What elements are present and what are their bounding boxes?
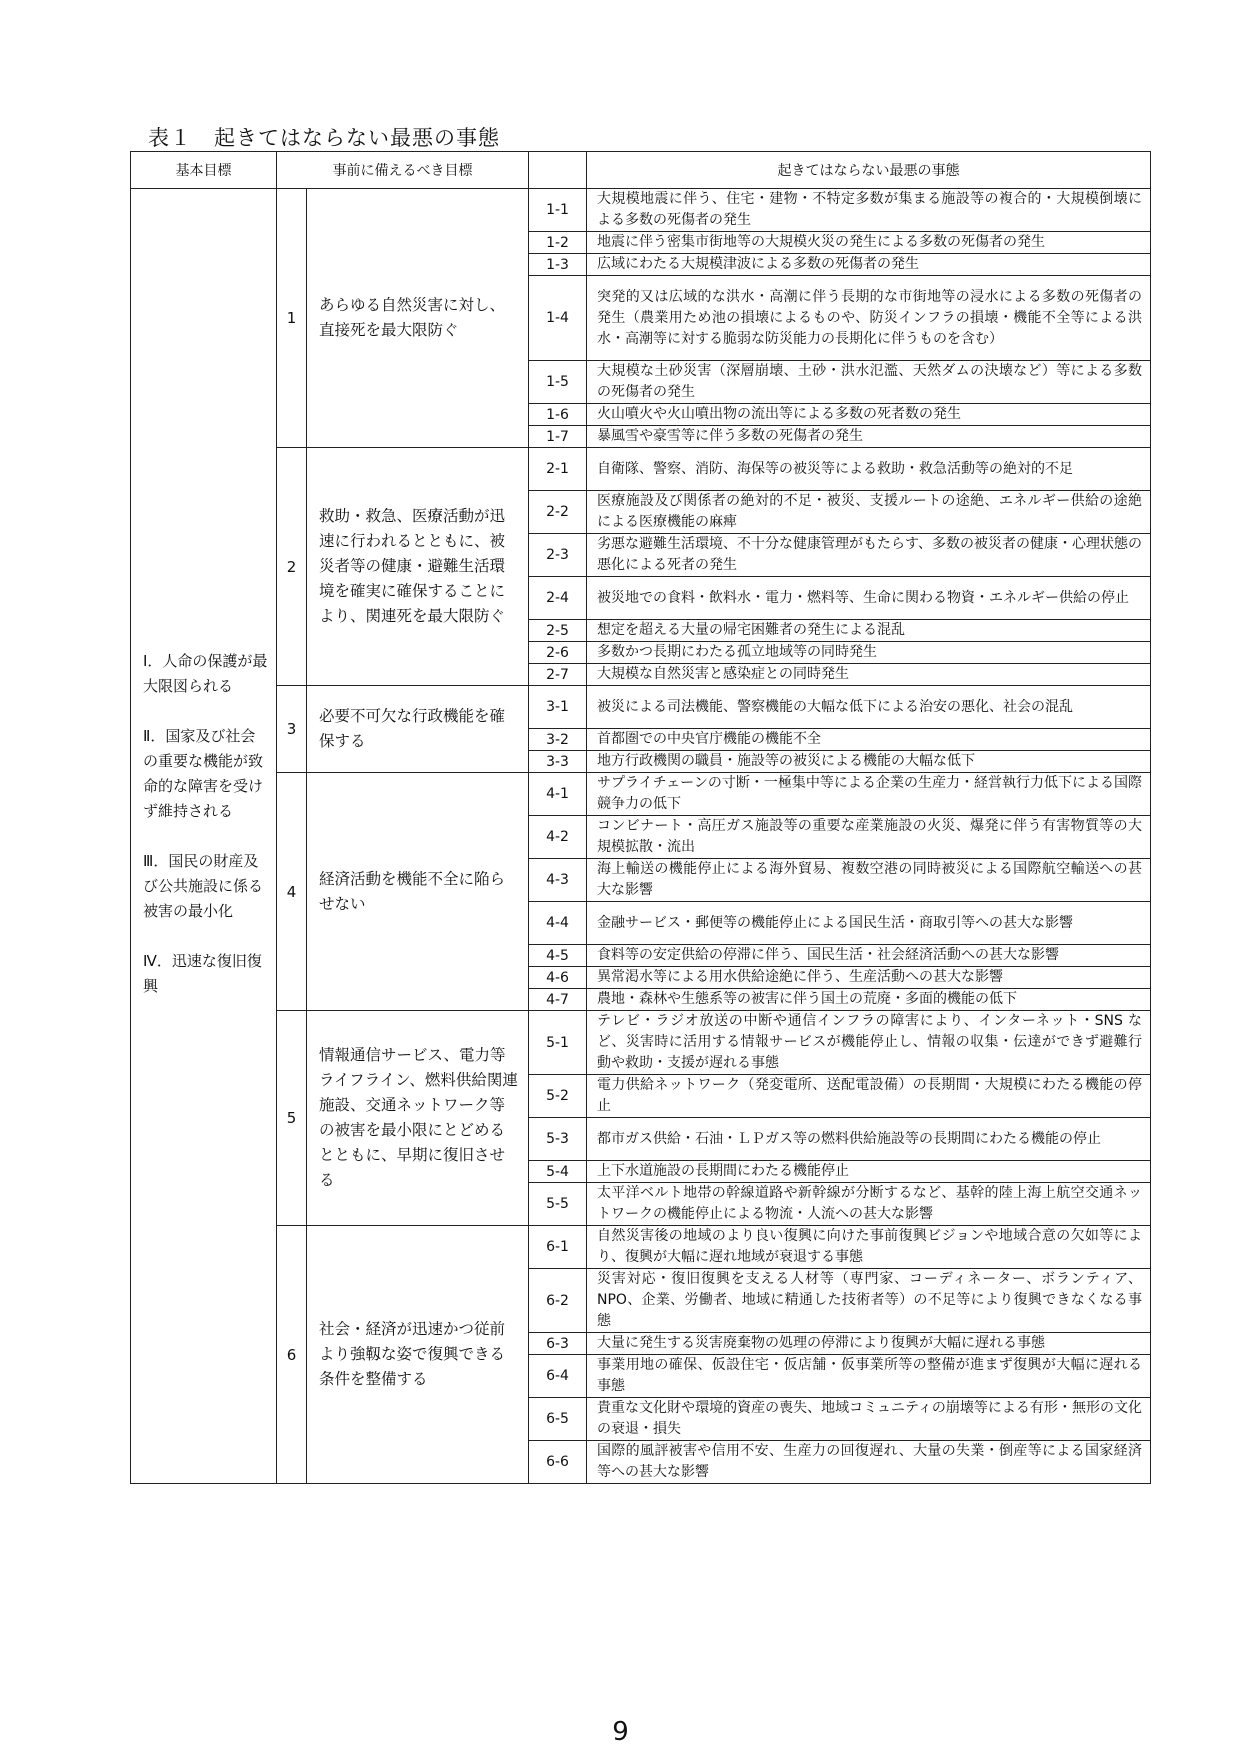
basic-goals-cell xyxy=(131,189,277,1484)
event-code: 3-2 xyxy=(529,729,587,751)
table-row xyxy=(131,448,1151,491)
event-code: 2-4 xyxy=(529,577,587,620)
event-description: 大規模な土砂災害（深層崩壊、土砂・洪水氾濫、天然ダムの決壊など）等による多数の死傷者の発生 xyxy=(587,361,1151,404)
event-description: 食料等の安定供給の停滞に伴う、国民生活・社会経済活動への甚大な影響 xyxy=(587,945,1151,967)
header-basic-goal: 基本目標 xyxy=(131,152,277,189)
header-code xyxy=(529,152,587,189)
event-code: 2-2 xyxy=(529,491,587,534)
event-description: 大量に発生する災害廃棄物の処理の停滞により復興が大幅に遅れる事態 xyxy=(587,1333,1151,1355)
table-row xyxy=(131,686,1151,729)
event-code: 3-1 xyxy=(529,686,587,729)
event-description: 貴重な文化財や環境的資産の喪失、地域コミュニティの崩壊等による有形・無形の文化の衰退・損失 xyxy=(587,1398,1151,1441)
event-code: 2-3 xyxy=(529,534,587,577)
event-description: サプライチェーンの寸断・一極集中等による企業の生産力・経営執行力低下による国際競争力の低下 xyxy=(587,773,1151,816)
event-code: 5-3 xyxy=(529,1118,587,1161)
event-code: 2-6 xyxy=(529,642,587,664)
event-description: 太平洋ベルト地帯の幹線道路や新幹線が分断するなど、基幹的陸上海上航空交通ネットワークの機能停止による物流・人流への甚大な影響 xyxy=(587,1183,1151,1226)
event-description: 被災地での食料・飲料水・電力・燃料等、生命に関わる物資・エネルギー供給の停止 xyxy=(587,577,1151,620)
event-description: 上下水道施設の長期間にわたる機能停止 xyxy=(587,1161,1151,1183)
page-number: 9 xyxy=(612,1717,629,1747)
event-code: 6-2 xyxy=(529,1269,587,1333)
event-description: 被災による司法機能、警察機能の大幅な低下による治安の悪化、社会の混乱 xyxy=(587,686,1151,729)
event-description: コンビナート・高圧ガス施設等の重要な産業施設の火災、爆発に伴う有害物質等の大規模拡散・流出 xyxy=(587,816,1151,859)
event-code: 4-4 xyxy=(529,902,587,945)
goal-text: あらゆる自然災害に対し、直接死を最大限防ぐ xyxy=(307,189,529,448)
basic-goal-item: Ⅲ．国民の財産及び公共施設に係る被害の最小化 xyxy=(143,851,264,920)
table-body xyxy=(131,189,1151,1484)
event-description: 事業用地の確保、仮設住宅・仮店舗・仮事業所等の整備が進まず復興が大幅に遅れる事態 xyxy=(587,1355,1151,1398)
event-code: 3-3 xyxy=(529,751,587,773)
event-code: 4-3 xyxy=(529,859,587,902)
table-row xyxy=(131,1011,1151,1075)
event-code: 4-7 xyxy=(529,989,587,1011)
table-row xyxy=(131,189,1151,232)
event-code: 4-5 xyxy=(529,945,587,967)
event-description: 劣悪な避難生活環境、不十分な健康管理がもたらす、多数の被災者の健康・心理状態の悪化による死者の発生 xyxy=(587,534,1151,577)
event-description: 火山噴火や火山噴出物の流出等による多数の死者数の発生 xyxy=(587,404,1151,426)
event-code: 5-1 xyxy=(529,1011,587,1075)
basic-goal-item: Ⅱ．国家及び社会の重要な機能が致命的な障害を受けず維持される xyxy=(143,726,264,820)
event-description: 農地・森林や生態系等の被害に伴う国土の荒廃・多面的機能の低下 xyxy=(587,989,1151,1011)
event-code: 1-2 xyxy=(529,232,587,254)
basic-goal-item: Ⅰ．人命の保護が最大限図られる xyxy=(143,651,268,695)
event-code: 1-3 xyxy=(529,254,587,276)
event-description: 地震に伴う密集市街地等の大規模火災の発生による多数の死傷者の発生 xyxy=(587,232,1151,254)
goal-text: 経済活動を機能不全に陥らせない xyxy=(307,773,529,1011)
goal-number: 3 xyxy=(277,686,307,773)
event-description: 大規模地震に伴う、住宅・建物・不特定多数が集まる施設等の複合的・大規模倒壊による多数の死傷者の発生 xyxy=(587,189,1151,232)
event-description: 海上輸送の機能停止による海外貿易、複数空港の同時被災による国際航空輸送への甚大な影響 xyxy=(587,859,1151,902)
goal-number: 2 xyxy=(277,448,307,686)
event-description: 広域にわたる大規模津波による多数の死傷者の発生 xyxy=(587,254,1151,276)
event-code: 1-5 xyxy=(529,361,587,404)
event-code: 1-1 xyxy=(529,189,587,232)
event-code: 4-2 xyxy=(529,816,587,859)
basic-goal-item: Ⅳ．迅速な復旧復興 xyxy=(143,951,262,995)
goal-text: 社会・経済が迅速かつ従前より強靱な姿で復興できる条件を整備する xyxy=(307,1226,529,1484)
event-code: 2-1 xyxy=(529,448,587,491)
goal-number: 5 xyxy=(277,1011,307,1226)
header-worst-case: 起きてはならない最悪の事態 xyxy=(587,152,1151,189)
goal-text: 必要不可欠な行政機能を確保する xyxy=(307,686,529,773)
event-description: 異常渇水等による用水供給途絶に伴う、生産活動への甚大な影響 xyxy=(587,967,1151,989)
event-description: 暴風雪や豪雪等に伴う多数の死傷者の発生 xyxy=(587,426,1151,448)
event-code: 6-3 xyxy=(529,1333,587,1355)
event-description: 想定を超える大量の帰宅困難者の発生による混乱 xyxy=(587,620,1151,642)
event-description: 首都圏での中央官庁機能の機能不全 xyxy=(587,729,1151,751)
event-code: 5-4 xyxy=(529,1161,587,1183)
worst-case-table xyxy=(130,151,1151,1484)
goal-number: 4 xyxy=(277,773,307,1011)
event-code: 2-5 xyxy=(529,620,587,642)
event-code: 5-5 xyxy=(529,1183,587,1226)
event-description: 電力供給ネットワーク（発変電所、送配電設備）の長期間・大規模にわたる機能の停止 xyxy=(587,1075,1151,1118)
event-code: 1-4 xyxy=(529,276,587,361)
event-description: 大規模な自然災害と感染症との同時発生 xyxy=(587,664,1151,686)
goal-number: 1 xyxy=(277,189,307,448)
goal-text: 情報通信サービス、電力等ライフライン、燃料供給関連施設、交通ネットワーク等の被害を最小限にとどめるとともに、早期に復旧させる xyxy=(307,1011,529,1226)
event-code: 1-7 xyxy=(529,426,587,448)
event-description: 自然災害後の地域のより良い復興に向けた事前復興ビジョンや地域合意の欠如等により、復興が大幅に遅れ地域が衰退する事態 xyxy=(587,1226,1151,1269)
event-code: 4-6 xyxy=(529,967,587,989)
event-code: 6-6 xyxy=(529,1441,587,1484)
event-description: 国際的風評被害や信用不安、生産力の回復遅れ、大量の失業・倒産等による国家経済等への甚大な影響 xyxy=(587,1441,1151,1484)
event-description: 地方行政機関の職員・施設等の被災による機能の大幅な低下 xyxy=(587,751,1151,773)
event-code: 2-7 xyxy=(529,664,587,686)
event-code: 5-2 xyxy=(529,1075,587,1118)
event-code: 4-1 xyxy=(529,773,587,816)
event-description: 災害対応・復旧復興を支える人材等（専門家、コーディネーター、ボランティア、NPO、企業、労働者、地域に精通した技術者等）の不足等により復興できなくなる事態 xyxy=(587,1269,1151,1333)
event-description: 多数かつ長期にわたる孤立地域等の同時発生 xyxy=(587,642,1151,664)
table-caption: 表１ 起きてはならない最悪の事態 xyxy=(148,126,500,150)
table-header-row xyxy=(131,152,1151,189)
event-description: 都市ガス供給・石油・ＬＰガス等の燃料供給施設等の長期間にわたる機能の停止 xyxy=(587,1118,1151,1161)
event-code: 6-5 xyxy=(529,1398,587,1441)
event-description: 突発的又は広域的な洪水・高潮に伴う長期的な市街地等の浸水による多数の死傷者の発生（農業用ため池の損壊によるものや、防災インフラの損壊・機能不全等による洪水・高潮等に対する脆弱な防災能力の長期化に伴うものを含む） xyxy=(587,276,1151,361)
header-prior-goal: 事前に備えるべき目標 xyxy=(277,152,529,189)
table-row xyxy=(131,1226,1151,1269)
table-row xyxy=(131,773,1151,816)
goal-text: 救助・救急、医療活動が迅速に行われるとともに、被災者等の健康・避難生活環境を確実に確保することにより、関連死を最大限防ぐ xyxy=(307,448,529,686)
event-description: 自衛隊、警察、消防、海保等の被災等による救助・救急活動等の絶対的不足 xyxy=(587,448,1151,491)
event-code: 6-4 xyxy=(529,1355,587,1398)
goal-number: 6 xyxy=(277,1226,307,1484)
event-description: 医療施設及び関係者の絶対的不足・被災、支援ルートの途絶、エネルギー供給の途絶による医療機能の麻痺 xyxy=(587,491,1151,534)
event-description: 金融サービス・郵便等の機能停止による国民生活・商取引等への甚大な影響 xyxy=(587,902,1151,945)
event-code: 1-6 xyxy=(529,404,587,426)
event-description: テレビ・ラジオ放送の中断や通信インフラの障害により、インターネット・SNS など、災害時に活用する情報サービスが機能停止し、情報の収集・伝達ができず避難行動や救助・支援が遅れる事態 xyxy=(587,1011,1151,1075)
event-code: 6-1 xyxy=(529,1226,587,1269)
